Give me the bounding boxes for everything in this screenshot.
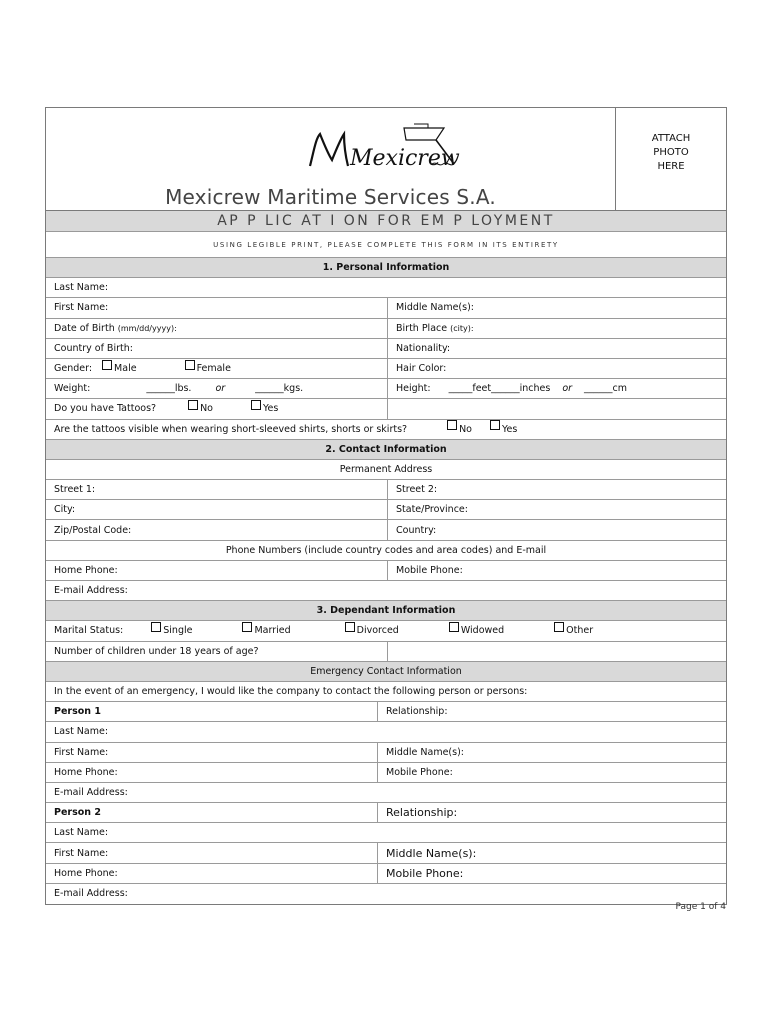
photo-line-1: ATTACH — [651, 133, 691, 144]
height-label: Height: — [396, 383, 431, 395]
row-marital — [46, 621, 726, 641]
street2-field[interactable]: Street 2: — [396, 484, 438, 496]
birth-place-label: Birth Place — [396, 322, 448, 334]
cm-blank: ______cm — [584, 383, 628, 395]
street1-field[interactable]: Street 1: — [46, 480, 388, 499]
row-p1-phones — [46, 763, 726, 783]
tattoos-blank — [388, 399, 726, 418]
row-first-middle — [46, 298, 726, 318]
p2-mobile-phone[interactable]: Mobile Phone: — [386, 866, 464, 880]
phone-header: Phone Numbers (include country codes and area codes) and E-mail — [225, 544, 547, 556]
p2-middle-name[interactable]: Middle Name(s): — [386, 846, 477, 860]
lbs-blank: ______lbs. — [146, 383, 192, 395]
row-gender — [46, 359, 726, 379]
row-country-nationality — [46, 339, 726, 359]
row-street — [46, 480, 726, 500]
tattoos-visible-label: Are the tattoos visible when wearing short-sleeved shirts, shorts or skirts? — [54, 423, 408, 435]
emergency-intro: In the event of an emergency, I would like the company to contact the following person or persons: — [54, 686, 528, 698]
photo-instruction — [616, 132, 726, 174]
children-field[interactable]: Number of children under 18 years of age? — [46, 642, 388, 661]
instructions-row — [46, 232, 726, 258]
widowed-label: Widowed — [460, 625, 505, 637]
logo-area — [46, 108, 615, 210]
person2-label: Person 2 — [46, 803, 378, 822]
photo-line-2: PHOTO — [653, 147, 689, 158]
mexicrew-logo — [304, 120, 474, 178]
inches-blank: ______inches — [491, 383, 551, 395]
visible-no-label: No — [459, 423, 472, 435]
section-title: 2. Contact Information — [325, 443, 447, 455]
tattoos-visible-field — [46, 420, 726, 439]
city-field[interactable]: City: — [46, 500, 388, 519]
instructions: USING LEGIBLE PRINT, PLEASE COMPLETE THIS FORM IN ITS ENTIRETY — [213, 240, 559, 249]
p2-first-name[interactable]: First Name: — [46, 843, 378, 862]
p1-home-phone[interactable]: Home Phone: — [46, 763, 378, 782]
row-weight-height — [46, 379, 726, 399]
row-phone-header — [46, 541, 726, 561]
nationality-field[interactable]: Nationality: — [396, 342, 451, 354]
section-dependant-header — [46, 601, 726, 621]
marital-status-field — [46, 621, 726, 640]
hair-color-field[interactable]: Hair Color: — [396, 363, 447, 375]
row-p2-email — [46, 884, 726, 904]
row-p2-last — [46, 823, 726, 843]
visible-no-checkbox[interactable] — [447, 420, 457, 430]
row-emergency-header — [46, 662, 726, 682]
dob-label: Date of Birth — [54, 322, 115, 334]
weight-label: Weight: — [54, 383, 91, 395]
dob-format: (mm/dd/yyyy): — [117, 323, 177, 333]
company-name: Mexicrew Maritime Services S.A. — [165, 185, 496, 209]
tattoos-field — [46, 399, 388, 418]
divorced-label: Divorced — [356, 625, 399, 637]
person1-relationship[interactable]: Relationship: — [386, 706, 448, 718]
p2-last-name[interactable]: Last Name: — [54, 827, 109, 839]
p1-middle-name[interactable]: Middle Name(s): — [386, 746, 464, 758]
p1-first-name[interactable]: First Name: — [46, 743, 378, 762]
married-checkbox[interactable] — [242, 622, 252, 632]
tattoos-no-checkbox[interactable] — [188, 400, 198, 410]
row-tattoos-visible — [46, 420, 726, 440]
tattoos-yes-checkbox[interactable] — [251, 400, 261, 410]
form-title: AP P LIC AT I ON FOR EM P LOYMENT — [217, 213, 555, 229]
row-person1 — [46, 702, 726, 722]
row-p1-last — [46, 722, 726, 742]
feet-blank: _____feet — [448, 383, 492, 395]
section-contact-header — [46, 440, 726, 460]
p1-last-name[interactable]: Last Name: — [54, 726, 109, 738]
row-person2 — [46, 803, 726, 823]
section-title: 3. Dependant Information — [316, 605, 456, 617]
p1-email[interactable]: E-mail Address: — [54, 786, 128, 798]
birth-place-field[interactable] — [388, 319, 726, 338]
middle-name-field[interactable]: Middle Name(s): — [396, 302, 474, 314]
form-title-row — [46, 211, 726, 232]
p1-mobile-phone[interactable]: Mobile Phone: — [386, 766, 453, 778]
children-blank[interactable] — [388, 642, 726, 661]
permanent-address-label: Permanent Address — [339, 463, 433, 475]
attach-photo-box — [615, 108, 726, 210]
single-checkbox[interactable] — [151, 622, 161, 632]
other-label: Other — [566, 625, 594, 637]
weight-field[interactable] — [46, 379, 388, 398]
male-checkbox[interactable] — [102, 360, 112, 370]
section-title: 1. Personal Information — [322, 262, 450, 274]
tattoos-no-label: No — [200, 403, 213, 415]
form-header — [46, 108, 726, 211]
gender-field — [46, 359, 388, 378]
other-checkbox[interactable] — [554, 622, 564, 632]
home-phone-field[interactable]: Home Phone: — [46, 561, 388, 580]
visible-yes-label: Yes — [502, 423, 518, 435]
row-p2-first — [46, 843, 726, 863]
marital-label: Marital Status: — [54, 625, 124, 637]
single-label: Single — [163, 625, 193, 637]
state-field[interactable]: State/Province: — [396, 504, 468, 516]
zip-field[interactable]: Zip/Postal Code: — [46, 520, 388, 539]
row-emergency-intro — [46, 682, 726, 702]
tattoos-yes-label: Yes — [263, 403, 279, 415]
dob-field[interactable] — [46, 319, 388, 338]
row-phones — [46, 561, 726, 581]
last-name-field[interactable]: Last Name: — [54, 282, 109, 294]
gender-label: Gender: — [54, 363, 93, 375]
row-children — [46, 642, 726, 662]
birth-place-sub: (city): — [450, 323, 474, 333]
page-number: Page 1 of 4 — [675, 902, 726, 912]
widowed-checkbox[interactable] — [449, 622, 459, 632]
female-checkbox[interactable] — [185, 360, 195, 370]
row-p2-phones — [46, 864, 726, 884]
row-last-name[interactable] — [46, 278, 726, 298]
row-permanent-address — [46, 460, 726, 480]
emergency-header: Emergency Contact Information — [310, 665, 462, 677]
first-name-field[interactable]: First Name: — [46, 298, 388, 317]
person2-relationship[interactable]: Relationship: — [386, 806, 458, 820]
photo-line-3: HERE — [657, 161, 685, 172]
row-p1-first — [46, 743, 726, 763]
tattoos-label: Do you have Tattoos? — [54, 403, 157, 415]
row-tattoos — [46, 399, 726, 419]
female-label: Female — [196, 363, 231, 375]
email-field[interactable]: E-mail Address: — [54, 585, 128, 597]
visible-yes-checkbox[interactable] — [490, 420, 500, 430]
or-label: or — [215, 383, 226, 395]
kgs-blank: ______kgs. — [255, 383, 304, 395]
married-label: Married — [254, 625, 291, 637]
logo-wordmark: Mexicrew — [350, 146, 460, 171]
divorced-checkbox[interactable] — [345, 622, 355, 632]
row-p1-email — [46, 783, 726, 803]
male-label: Male — [114, 363, 137, 375]
row-city — [46, 500, 726, 520]
row-dob — [46, 319, 726, 339]
or-label-2: or — [562, 383, 573, 395]
p2-email[interactable]: E-mail Address: — [54, 888, 128, 900]
section-personal-header — [46, 258, 726, 278]
row-email — [46, 581, 726, 601]
country-birth-field[interactable]: Country of Birth: — [46, 339, 388, 358]
country-field[interactable]: Country: — [396, 524, 437, 536]
height-field[interactable] — [388, 379, 726, 398]
application-form — [45, 107, 727, 905]
person1-label: Person 1 — [46, 702, 378, 721]
mobile-phone-field[interactable]: Mobile Phone: — [396, 564, 463, 576]
row-zip — [46, 520, 726, 540]
p2-home-phone[interactable]: Home Phone: — [46, 864, 378, 883]
